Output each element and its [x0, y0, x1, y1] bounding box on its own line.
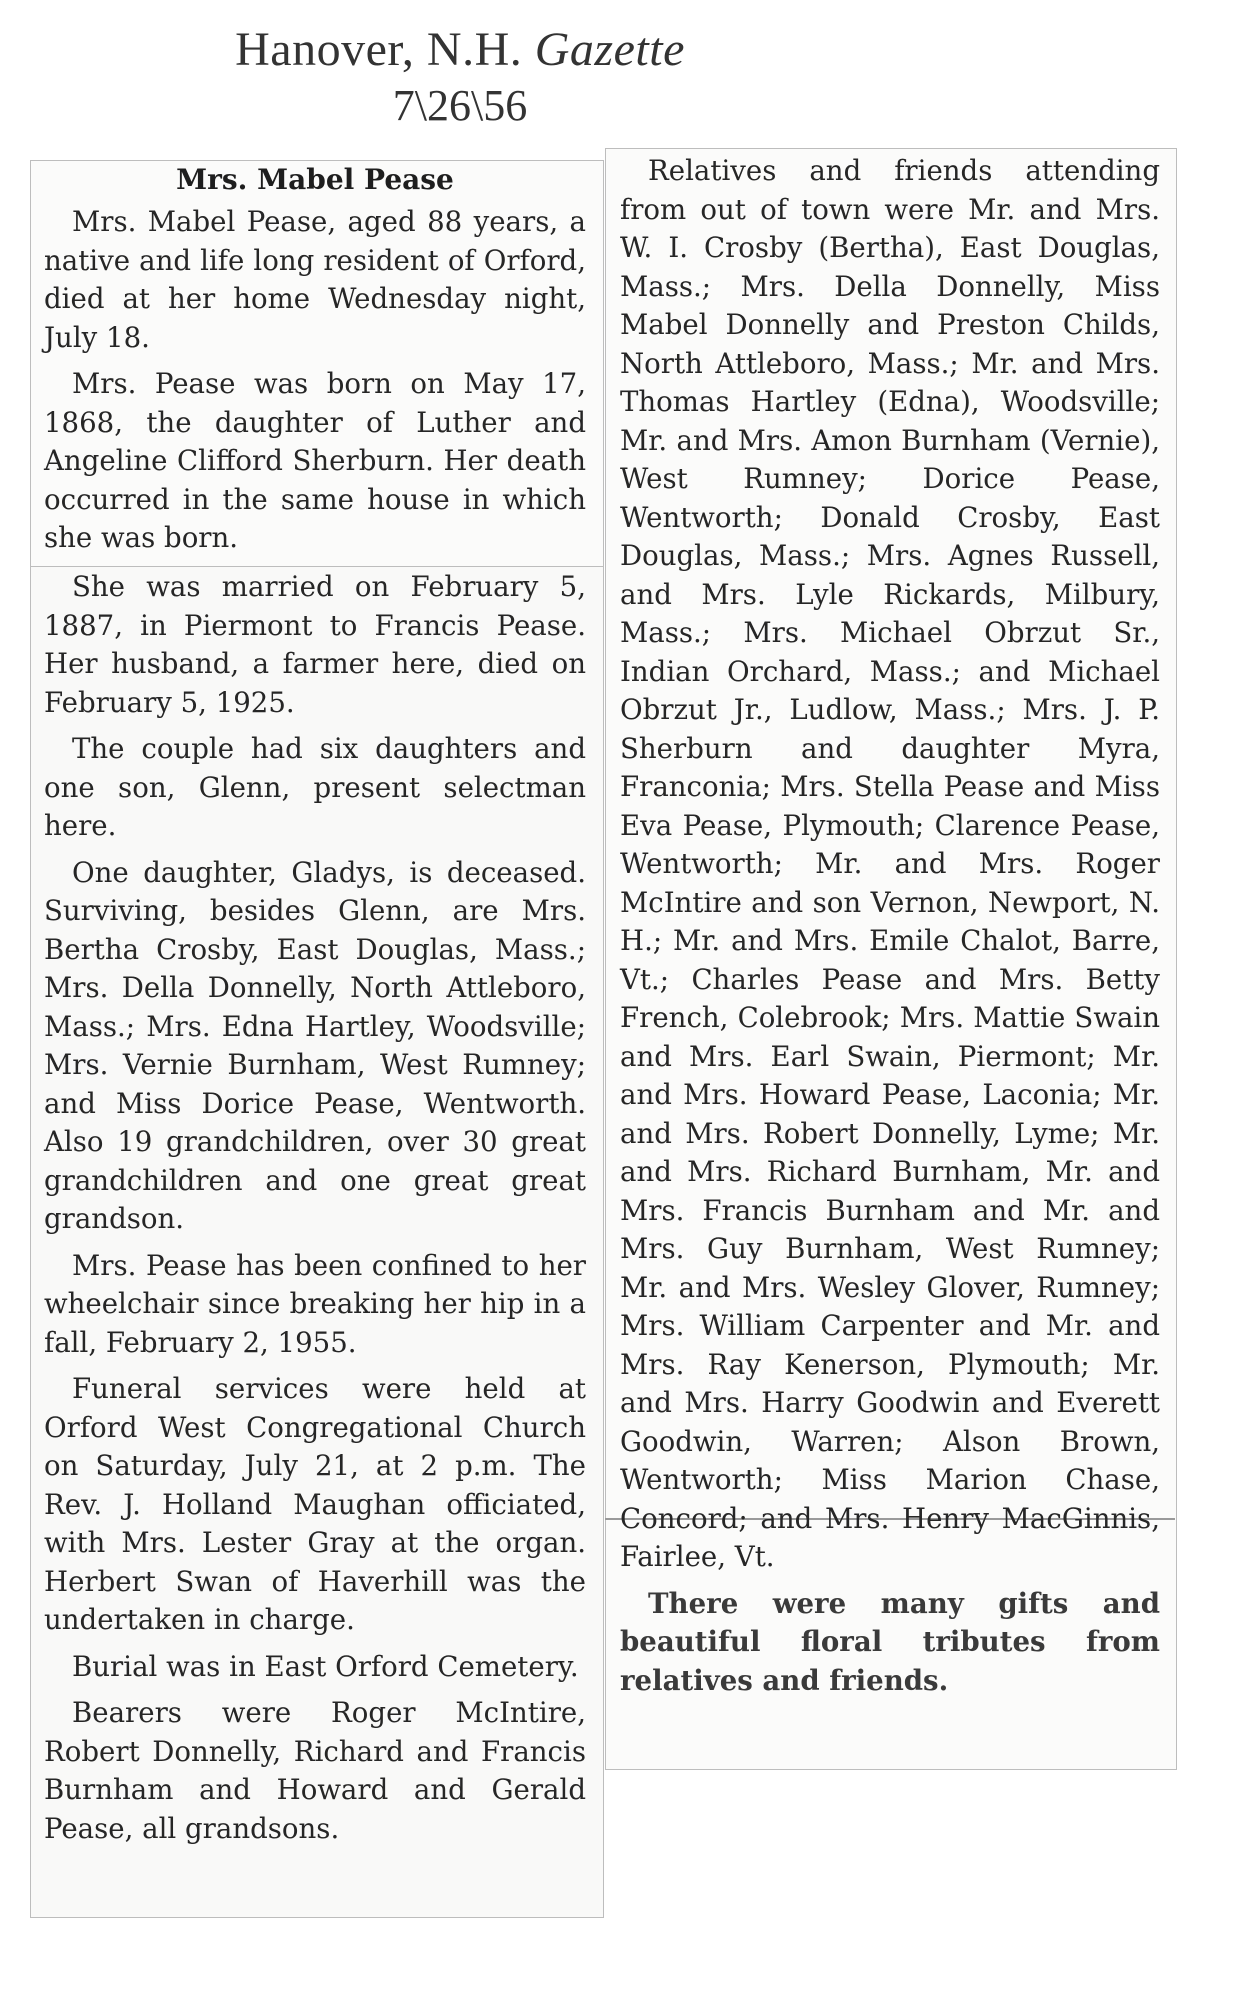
source-place: Hanover, N.H.	[235, 23, 523, 76]
article-paragraph: Burial was in East Orford Cemetery.	[72, 1649, 579, 1683]
article-column-1	[44, 160, 586, 566]
article-paragraph: Funeral services were held at Orford West Congregational Church on Saturday, July 21, at 2 p.m. The Rev. J. Holland Maughan officiated, with Mrs. Lester Gray at the organ. Herbert Swan of Haverhill was the undertaken in charge.	[44, 1372, 586, 1636]
closing-paragraph: There were many gifts and beautiful floral tributes from relatives and friends.	[620, 1586, 1160, 1697]
article-paragraph: She was married on February 5, 1887, in Piermont to Francis Pease. Her husband, a farmer here, died on February 5, 1925.	[44, 570, 586, 719]
article-column-2	[44, 568, 586, 1856]
article-column-3	[620, 152, 1160, 1708]
article-paragraph: Mrs. Pease was born on May 17, 1868, the daughter of Luther and Angeline Clifford Sherburn. Her death occurred in the same house in which she was born.	[44, 367, 586, 554]
article-paragraph: Bearers were Roger McIntire, Robert Donnelly, Richard and Francis Burnham and Howard and Gerald Pease, all grandsons.	[44, 1696, 586, 1845]
source-paper: Gazette	[534, 23, 685, 76]
article-paragraph: Mrs. Pease has been confined to her wheelchair since breaking her hip in a fall, February 2, 1955.	[44, 1248, 586, 1359]
article-title: Mrs. Mabel Pease	[176, 163, 454, 196]
newspaper-source	[0, 22, 920, 78]
article-paragraph: The couple had six daughters and one son, Glenn, present selectman here.	[44, 732, 586, 842]
clipping-header	[0, 22, 920, 132]
article-paragraph: Relatives and friends attending from out of town were Mr. and Mrs. W. I. Crosby (Bertha), East Douglas, Mass.; Mrs. Della Donnelly, Miss Mabel Donnelly and Preston Childs, North Attleboro, Mass.; Mr. and Mrs. Thomas Hartley (Edna), Woodsville; Mr. and Mrs. Amon Burnham (Vernie), West Rumney; Dorice Pease, Wentworth; Donald Crosby, East Douglas, Mass.; Mrs. Agnes Russell, and Mrs. Lyle Rickards, Milbury, Mass.; Mrs. Michael Obrzut Sr., Indian Orchard, Mass.; and Michael Obrzut Jr., Ludlow, Mass.; Mrs. J. P. Sherburn and daughter Myra, Franconia; Mrs. Stella Pease and Miss Eva Pease, Plymouth; Clarence Pease, Wentworth; Mr. and Mrs. Roger McIntire and son Vernon, Newport, N. H.; Mr. and Mrs. Emile Chalot, Barre, Vt.; Charles Pease and Mrs. Betty French, Colebrook; Mrs. Mattie Swain and Mrs. Earl Swain, Piermont; Mr. and Mrs. Howard Pease, Laconia; Mr. and Mrs. Robert Donnelly, Lyme; Mr. and Mrs. Richard Burnham, Mr. and Mrs. Francis Burnham and Mr. and Mrs. Guy Burnham, West Rumney; Mr. and Mrs. Wesley Glover, Rumney; Mrs. William Carpenter and Mr. and Mrs. Ray Kenerson, Plymouth; Mr. and Mrs. Harry Goodwin and Everett Goodwin, Warren; Alson Brown, Wentworth; Miss Marion Chase, Concord; and Mrs. Henry MacGinnis, Fairlee, Vt.	[620, 154, 1160, 1573]
article-paragraph: One daughter, Gladys, is deceased. Surviving, besides Glenn, are Mrs. Bertha Crosby, East Douglas, Mass.; Mrs. Della Donnelly, North Attleboro, Mass.; Mrs. Edna Hartley, Woodsville; Mrs. Vernie Burnham, West Rumney; and Miss Dorice Pease, Wentworth. Also 19 grandchildren, over 30 great grandchildren and one great great grandson.	[44, 855, 586, 1235]
clipping-date: 7\26\56	[392, 81, 528, 130]
article-paragraph: Mrs. Mabel Pease, aged 88 years, a native and life long resident of Orford, died at her home Wednesday night, July 18.	[44, 205, 586, 354]
